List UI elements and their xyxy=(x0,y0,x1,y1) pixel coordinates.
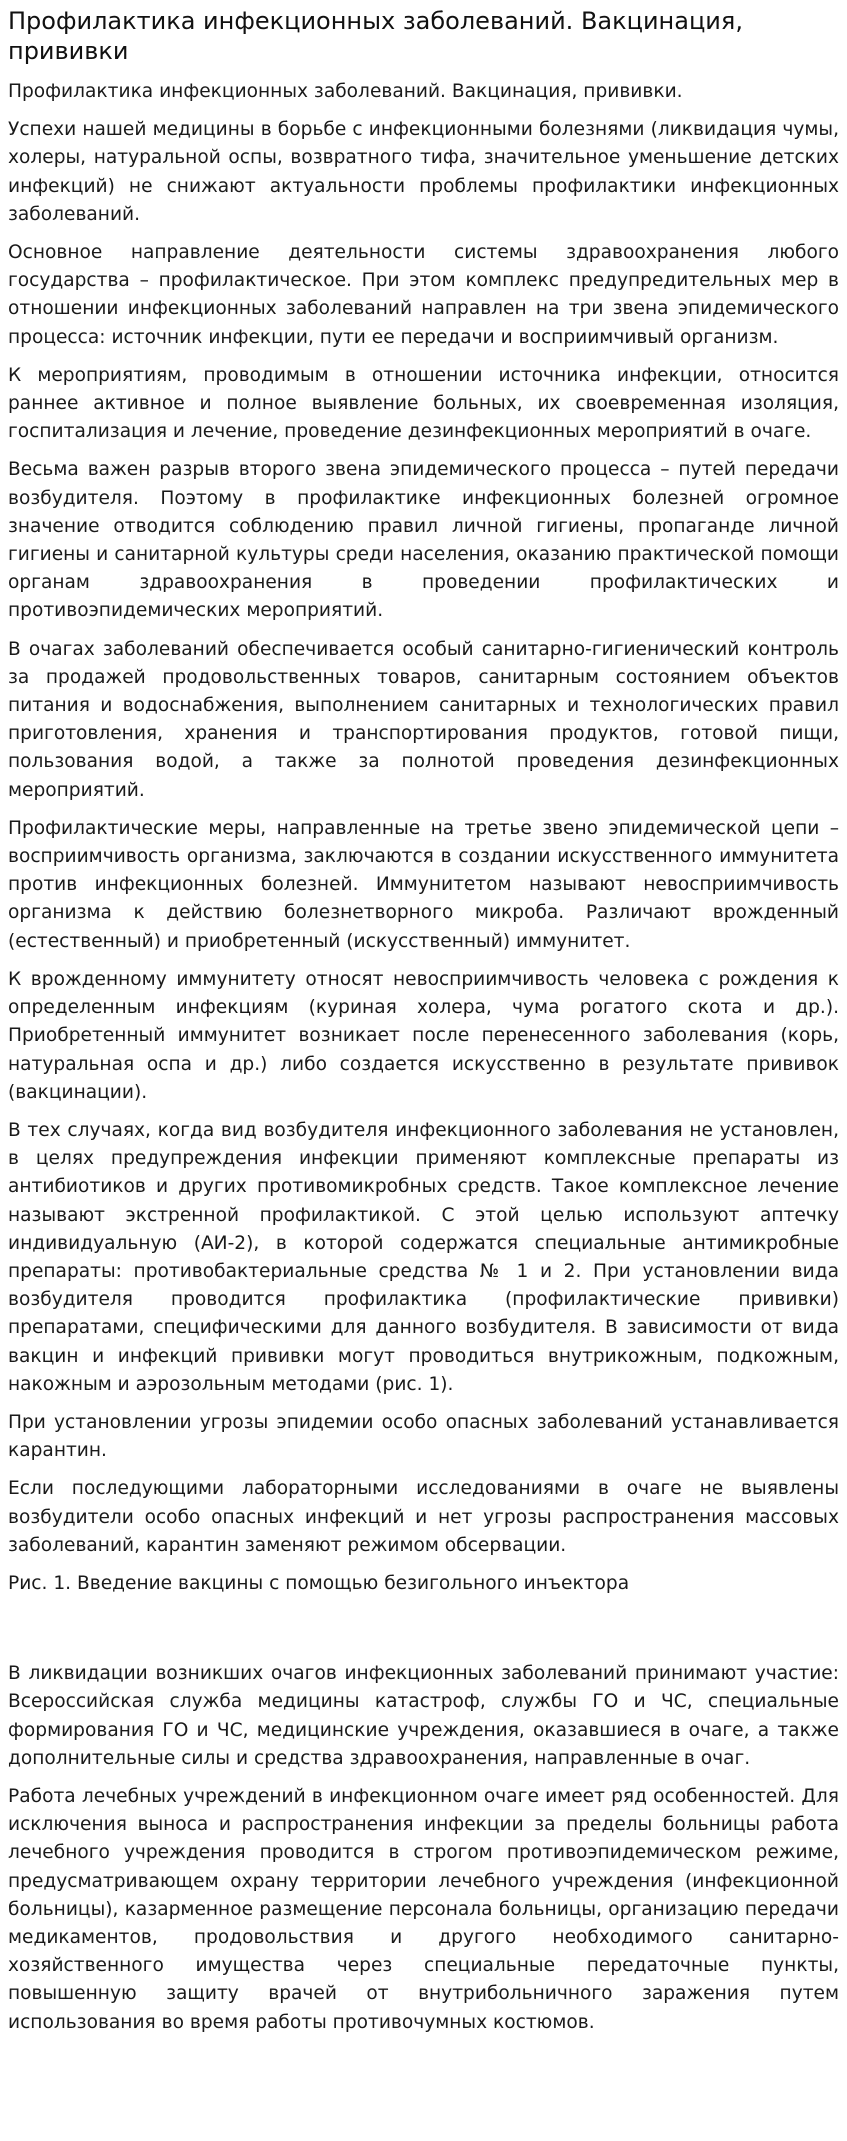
paragraph: К мероприятиям, проводимым в отношении источника инфекции, относится раннее активное и полное выявление больных, их своевременная изоляция, госпитализация и лечение, проведение дезинфекционных мероприятий в очаге. xyxy=(8,364,839,443)
paragraph: Весьма важен разрыв второго звена эпидемического процесса – путей передачи возбудителя. Поэтому в профилактике инфекционных болезней огромное значение отводится соблюдению правил личной гигиены, пропаганде личной гигиены и санитарной культуры среди населения, оказанию практической помощи органам здравоохранения в проведении профилактических и противоэпидемических мероприятий. xyxy=(8,459,839,622)
lead-paragraph: Профилактика инфекционных заболеваний. Вакцинация, прививки. xyxy=(8,81,683,102)
paragraph: Работа лечебных учреждений в инфекционном очаге имеет ряд особенностей. Для исключения выноса и распространения инфекции за пределы больницы работа лечебного учреждения проводится в строгом противоэпидемическом режиме, предусматривающем охрану территории лечебного учреждения (инфекционной больницы), казарменное размещение персонала больницы, организацию передачи медикаментов, продовольствия и другого необходимого санитарно-хозяйственного имущества через специальные передаточные пункты, повышенную защиту врачей от внутрибольничного заражения путем использования во время работы противочумных костюмов. xyxy=(8,1785,839,2033)
paragraph: В очагах заболеваний обеспечивается особый санитарно-гигиенический контроль за продажей продовольственных товаров, санитарным состоянием объектов питания и водоснабжения, выполнением санитарных и технологических правил приготовления, хранения и транспортирования продуктов, готовой пищи, пользования водой, а также за полнотой проведения дезинфекционных мероприятий. xyxy=(8,638,839,801)
paragraph: В тех случаях, когда вид возбудителя инфекционного заболевания не установлен, в целях предупреждения инфекции применяют комплексные препараты из антибиотиков и других противомикробных средств. Такое комплексное лечение называют экстренной профилактикой. С этой целью используют аптечку индивидуальную (АИ-2), в которой содержатся специальные антимикробные препараты: противобактериальные средства № 1 и 2. При установлении вида возбудителя проводится профилактика (профилактические прививки) препаратами, специфическими для данного возбудителя. В зависимости от вида вакцин и инфекций прививки могут проводиться внутрикожным, подкожным, накожным и аэрозольным методами (рис. 1). xyxy=(8,1119,839,1395)
paragraph: Основное направление деятельности системы здравоохранения любого государства – профилактическое. При этом комплекс предупредительных мер в отношении инфекционных заболеваний направлен на три звена эпидемического процесса: источник инфекции, пути ее передачи и восприимчивый организм. xyxy=(8,242,839,348)
paragraph: К врожденному иммунитету относят невосприимчивость человека с рождения к определенным инфекциям (куриная холера, чума рогатого скота и др.). Приобретенный иммунитет возникает после перенесенного заболевания (корь, натуральная оспа и др.) либо создается искусственно в результате прививок (вакцинации). xyxy=(8,968,839,1103)
paragraph: Профилактические меры, направленные на третье звено эпидемической цепи – восприимчивость организма, заключаются в создании искусственного иммунитета против инфекционных болезней. Иммунитетом называют невосприимчивость организма к действию болезнетворного микроба. Различают врожденный (естественный) и приобретенный (искусственный) иммунитет. xyxy=(8,817,839,952)
paragraph: Успехи нашей медицины в борьбе с инфекционными болезнями (ликвидация чумы, холеры, натуральной оспы, возвратного тифа, значительное уменьшение детских инфекций) не снижают актуальности проблемы профилактики инфекционных заболеваний. xyxy=(8,119,839,225)
paragraph: В ликвидации возникших очагов инфекционных заболеваний принимают участие: Всероссийская служба медицины катастроф, службы ГО и ЧС, специальные формирования ГО и ЧС, медицинские учреждения, оказавшиеся в очаге, а также дополнительные силы и средства здравоохранения, направленные в очаг. xyxy=(8,1663,839,1769)
paragraph: Если последующими лабораторными исследованиями в очаге не выявлены возбудители особо опасных инфекций и нет угрозы распространения массовых заболеваний, карантин заменяют режимом обсервации. xyxy=(8,1478,839,1556)
figure-caption: Рис. 1. Введение вакцины с помощью безигольного инъектора xyxy=(8,1572,630,1594)
page-title: Профилактика инфекционных заболеваний. Вакцинация, прививки xyxy=(8,7,743,65)
paragraph: При установлении угрозы эпидемии особо опасных заболеваний устанавливается карантин. xyxy=(8,1411,839,1462)
figure-placeholder xyxy=(8,1608,839,1660)
